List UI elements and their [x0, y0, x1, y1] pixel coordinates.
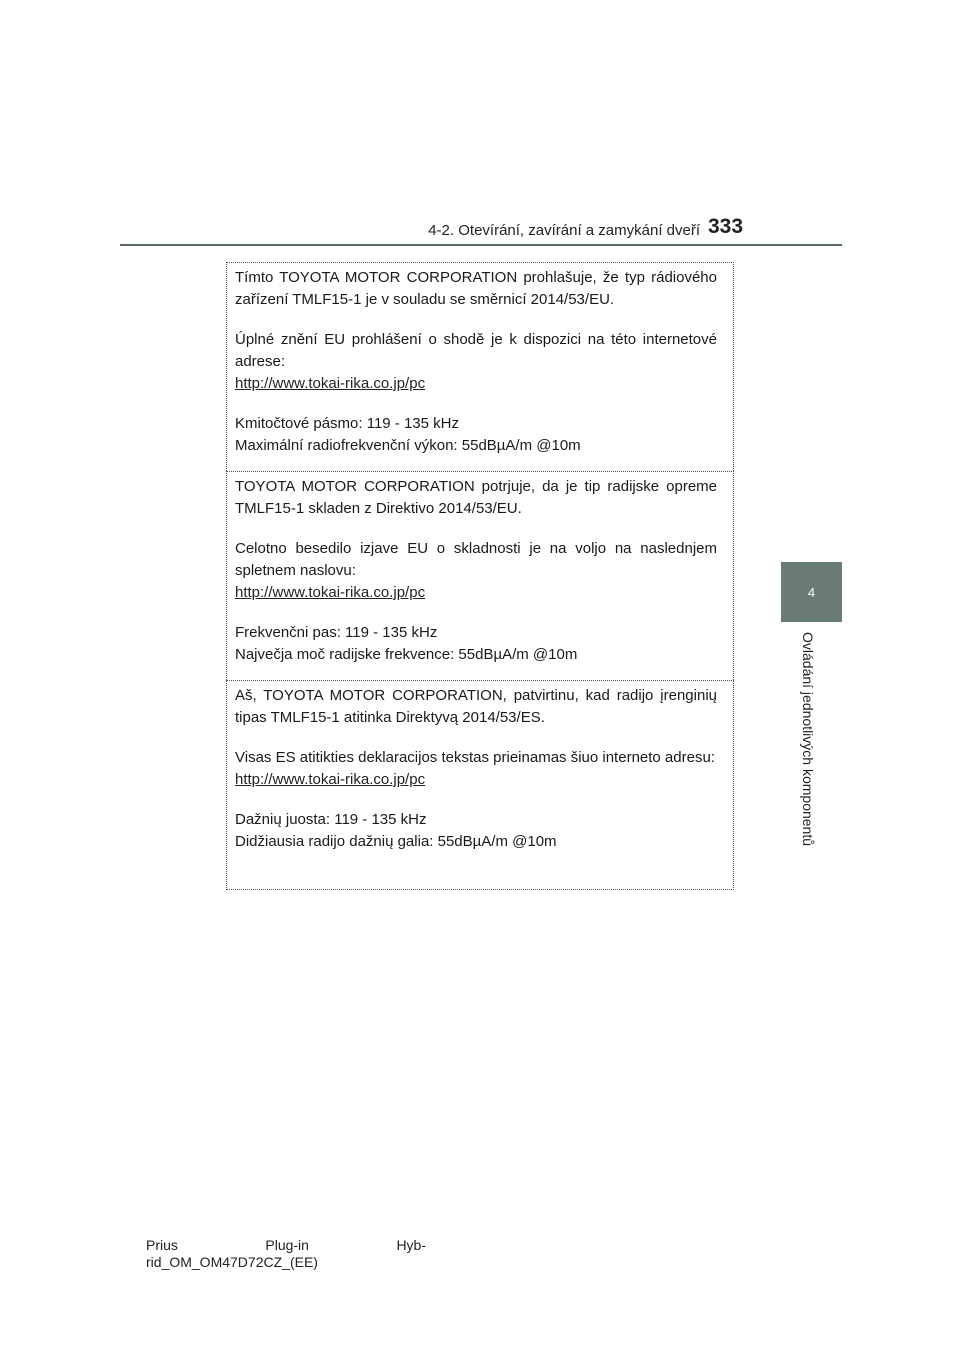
- declaration-frequency: Dažnių juosta: 119 - 135 kHz: [235, 811, 427, 828]
- declaration-box-lithuanian: [226, 680, 734, 890]
- declaration-power: Največja moč radijske frekvence: 55dBµA/m @10m: [235, 646, 578, 663]
- declaration-box-czech: [226, 262, 734, 471]
- footer-word-plugin: Plug-in: [265, 1237, 309, 1253]
- declaration-statement: Aš, TOYOTA MOTOR CORPORATION, patvirtinu, kad radijo įrenginių tipas TMLF15-1 atitinka Direktyvą 2014/53/ES.: [235, 687, 717, 726]
- declaration-full-text: Úplné znění EU prohlášení o shodě je k dispozici na této internetové adrese:: [235, 331, 717, 370]
- page-number: 333: [708, 215, 744, 238]
- declaration-box-slovenian: [226, 471, 734, 680]
- chapter-tab-number: 4: [807, 584, 816, 600]
- footer-model-code: [146, 1237, 426, 1271]
- declaration-full-text: Celotno besedilo izjave EU o skladnosti je na voljo na naslednjem spletnem naslovu:: [235, 540, 717, 579]
- declaration-full-text: Visas ES atitikties deklaracijos tekstas prieinamas šiuo interneto adresu:: [235, 749, 715, 766]
- declaration-url-link[interactable]: http://www.tokai-rika.co.jp/pc: [235, 584, 426, 601]
- chapter-tab: [781, 562, 842, 622]
- declaration-url-link[interactable]: http://www.tokai-rika.co.jp/pc: [235, 375, 426, 392]
- declaration-power: Didžiausia radijo dažnių galia: 55dBµA/m @10m: [235, 833, 557, 850]
- declaration-url-link[interactable]: http://www.tokai-rika.co.jp/pc: [235, 771, 426, 788]
- declaration-power: Maximální radiofrekvenční výkon: 55dBµA/m @10m: [235, 437, 581, 454]
- declaration-frequency: Frekvenčni pas: 119 - 135 kHz: [235, 624, 438, 641]
- declaration-statement: Tímto TOYOTA MOTOR CORPORATION prohlašuje, že typ rádiového zařízení TMLF15-1 je v souladu se směrnicí 2014/53/EU.: [235, 269, 717, 308]
- footer-code-line: rid_OM_OM47D72CZ_(EE): [146, 1254, 318, 1270]
- header-divider: [120, 244, 842, 246]
- footer-word-prius: Prius: [146, 1237, 178, 1253]
- declaration-frequency: Kmitočtové pásmo: 119 - 135 kHz: [235, 415, 459, 432]
- section-title: 4-2. Otevírání, zavírání a zamykání dveří: [428, 222, 700, 239]
- footer-word-hyb: Hyb-: [396, 1237, 426, 1253]
- chapter-side-title: Ovládání jednotlivých komponentů: [800, 632, 816, 847]
- declaration-statement: TOYOTA MOTOR CORPORATION potrjuje, da je tip radijske opreme TMLF15-1 skladen z Direktivo 2014/53/EU.: [235, 478, 717, 517]
